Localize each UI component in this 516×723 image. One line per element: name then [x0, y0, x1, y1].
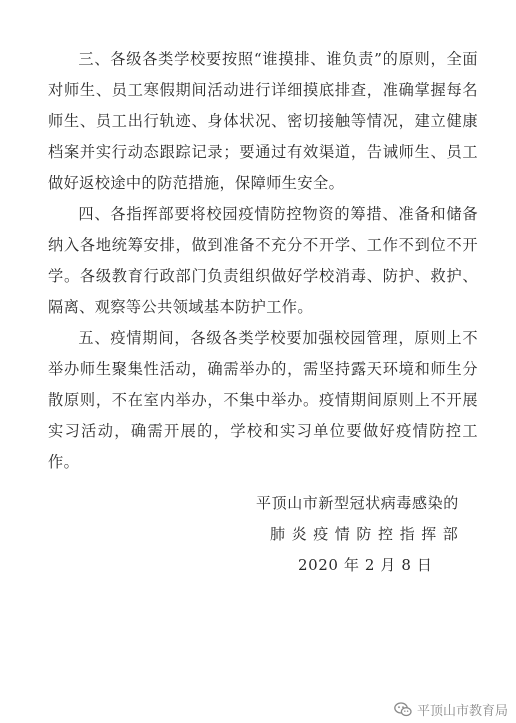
- paragraph-five: 五、疫情期间，各级各类学校要加强校园管理，原则上不举办师生聚集性活动，确需举办的，需坚持露天环境和师生分散原则，不在室内举办，不集中举办。疫情期间原则上不开展实习活动，确需开展的，学校和实习单位要做好疫情防控工作。: [48, 329, 478, 471]
- source-watermark: [394, 700, 508, 719]
- document-body: [48, 44, 478, 478]
- issuing-org-line-1: 平顶山市新型冠状病毒感染的: [256, 494, 459, 512]
- wechat-icon: [394, 702, 412, 717]
- issue-date: 2020 年 2 月 8 日: [298, 556, 433, 574]
- watermark-text: 平顶山市教育局: [416, 704, 508, 719]
- paragraph-three: 三、各级各类学校要按照“谁摸排、谁负责”的原则，全面对师生、员工寒假期间活动进行详细摸底排查，准确掌握每名师生、员工出行轨迹、身体状况、密切接触等情况，建立健康档案并实行动态跟踪记录；要通过有效渠道，告诫师生、员工做好返校途中的防范措施，保障师生安全。: [48, 50, 478, 192]
- issuing-org-line-2: 肺炎疫情防控指挥部: [270, 525, 465, 543]
- signature-block: [256, 488, 476, 581]
- paragraph-four: 四、各指挥部要将校园疫情防控物资的筹措、准备和储备纳入各地统筹安排，做到准备不充分不开学、工作不到位不开学。各级教育行政部门负责组织做好学校消毒、防护、救护、隔离、观察等公共领域基本防护工作。: [48, 205, 478, 316]
